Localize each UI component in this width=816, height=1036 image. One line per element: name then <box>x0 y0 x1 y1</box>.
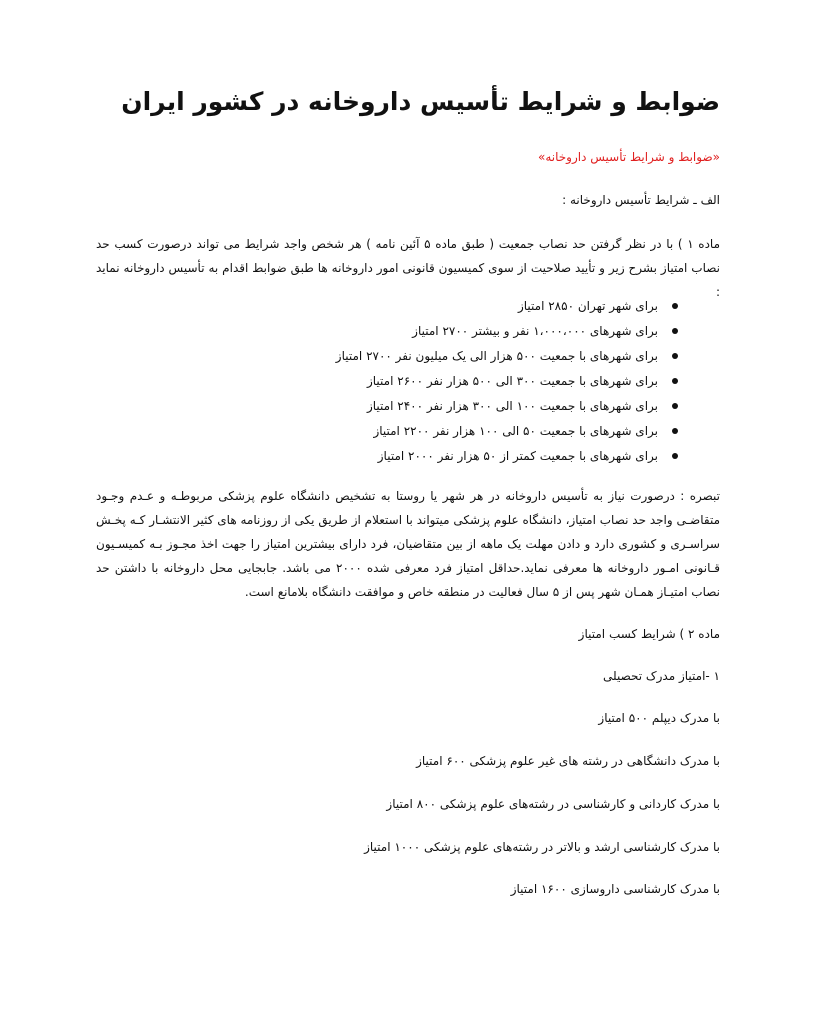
article-1-paragraph: ماده ۱ ) با در نظر گرفتن حد نصاب جمعیت ( طبق ماده ۵ آئین نامه ) هر شخص واجد شرایط می تواند درصورت کسب حد نصاب امتیاز بشرح زیر و تأیید صلاحیت از سوی کمیسیون قانونی امور داروخانه ها طبق ضوابط اقدام به تأسیس داروخانه نماید : <box>96 237 721 299</box>
list-item-text: برای شهرهای با جمعیت کمتر از ۵۰ هزار نفر ۲۰۰۰ امتیاز <box>377 449 658 463</box>
list-item-text: برای شهرهای با جمعیت ۵۰۰ هزار الی یک میلیون نفر ۲۷۰۰ امتیاز <box>335 349 658 363</box>
degree-line: با مدرک دیپلم ۵۰۰ امتیاز <box>598 711 720 725</box>
note-paragraph: تبصره : درصورت نیاز به تأسیس داروخانه در هر شهر یا روستا به تشخیص دانشگاه علوم پزشکی مربوطـه و عـدم وجـود متقاضـی واجد حد نصاب امتیاز، دانشگاه علوم پزشکی میتواند با استعلام از طریق یکی از روزنامه های کثیر الانتشـار کـه پخـش سراسـری و کشوری دارد و دادن مهلت یک ماهه از بین متقاضیان، فرد دارای بیشترین امتیاز را جهت اخذ مجـوز بـه کمیسـیون قـانونی امـور داروخانه ها معرفی نماید.حداقل امتیاز فرد معرفی شده ۲۰۰۰ می باشد. جابجایی محل داروخانه با داشتن حد نصاب امتیـاز همـان شهر پس از ۵ سال فعالیت در منطقه خاص و موافقت دانشگاه بلامانع است. <box>96 489 720 599</box>
bullet-dot-icon <box>672 353 678 359</box>
degree-line: با مدرک کارشناسی ارشد و بالاتر در رشته‌های علوم پزشکی ۱۰۰۰ امتیاز <box>364 840 720 854</box>
list-item <box>336 444 678 469</box>
list-item-text: برای شهرهای با جمعیت ۳۰۰ الی ۵۰۰ هزار نفر ۲۶۰۰ امتیاز <box>366 374 658 388</box>
bullet-dot-icon <box>672 403 678 409</box>
degree-line: با مدرک کارشناسی داروسازی ۱۶۰۰ امتیاز <box>510 882 720 896</box>
list-item-text: برای شهرهای ۱،۰۰۰،۰۰۰ نفر و بیشتر ۲۷۰۰ امتیاز <box>412 324 658 338</box>
population-points-list <box>336 294 678 469</box>
list-item <box>336 294 678 319</box>
list-item-text: برای شهر تهران ۲۸۵۰ امتیاز <box>517 299 658 313</box>
list-item-text: برای شهرهای با جمعیت ۱۰۰ الی ۳۰۰ هزار نفر ۲۴۰۰ امتیاز <box>366 399 658 413</box>
bullet-dot-icon <box>672 328 678 334</box>
degree-points-heading: ۱ -امتیاز مدرک تحصیلی <box>602 669 720 683</box>
bullet-dot-icon <box>672 378 678 384</box>
list-item <box>336 319 678 344</box>
degree-line: با مدرک کاردانی و کارشناسی در رشته‌های علوم پزشکی ۸۰۰ امتیاز <box>386 797 720 811</box>
bullet-dot-icon <box>672 428 678 434</box>
list-item <box>336 394 678 419</box>
page-title: ضوابط و شرایط تأسیس داروخانه در کشور ایران <box>121 87 720 116</box>
section-alef-heading: الف ـ شرایط تأسیس داروخانه : <box>562 193 720 207</box>
list-item <box>336 419 678 444</box>
bullet-dot-icon <box>672 453 678 459</box>
degree-line: با مدرک دانشگاهی در رشته های غیر علوم پزشکی ۶۰۰ امتیاز <box>416 754 720 768</box>
subtitle: «ضوابط و شرایط تأسیس داروخانه» <box>537 150 720 164</box>
list-item-text: برای شهرهای با جمعیت ۵۰ الی ۱۰۰ هزار نفر ۲۲۰۰ امتیاز <box>373 424 658 438</box>
list-item <box>336 344 678 369</box>
document-page <box>96 0 720 1036</box>
article-2-heading: ماده ۲ ) شرایط کسب امتیاز <box>578 627 720 641</box>
bullet-dot-icon <box>672 303 678 309</box>
list-item <box>336 369 678 394</box>
